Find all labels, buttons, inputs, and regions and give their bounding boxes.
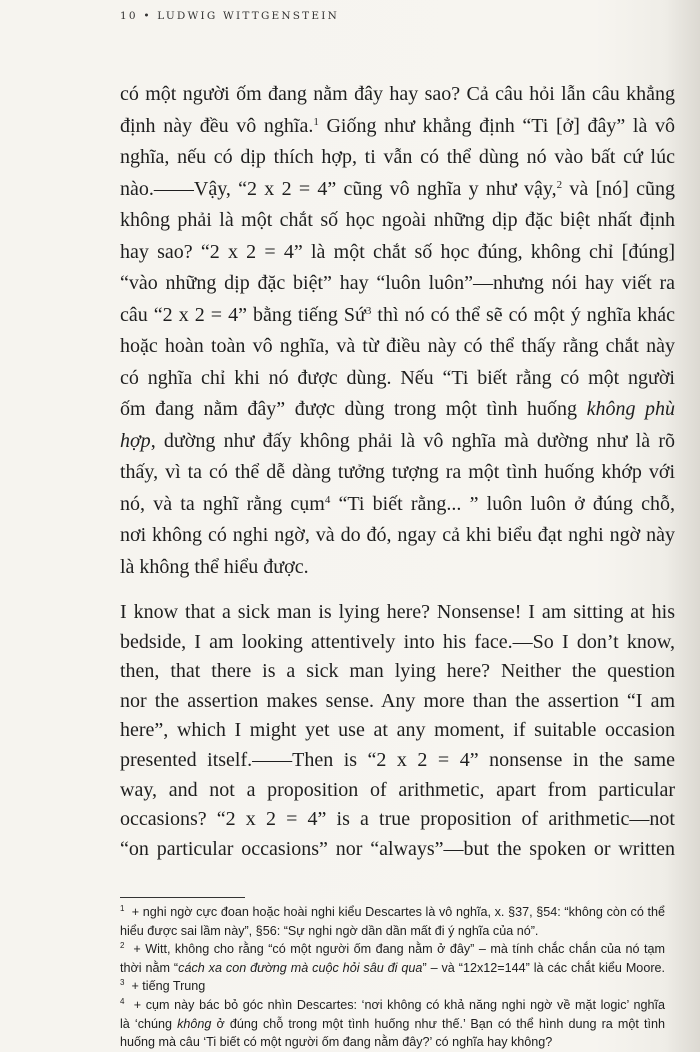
footnote-marker: 4 [120,996,125,1006]
text-line [120,237,675,269]
text-line [120,79,675,111]
text-segment: thời nằm “ [120,960,179,975]
text-segment: bedside, I am looking attentively into his face.—So I don’t know, [120,630,675,653]
text-line [120,426,675,458]
text-line [120,552,675,584]
text-segment: ốm đang nằm đây” được dùng trong một tình huống [120,398,587,420]
text-segment: I know that a sick man is lying here? Nonsense! I am sitting at his [120,601,675,623]
footnote-line [120,977,665,996]
text-segment: then, that there is a sick man lying here? Neither the question [120,660,675,683]
text-segment: here”, which I might yet use at any moment, if suitable occasion [120,719,675,742]
text-segment: + Witt, không cho rằng “có một người ốm đang nằm ở đây” – mà tính chắc chắn của nó tạm [124,942,665,957]
footnote-marker: 2 [120,941,125,951]
page-number: 10 [120,10,138,22]
text-segment: nor the assertion makes sense. Any more than the assertion “I am [120,689,675,712]
footnote-line [120,922,665,941]
text-segment: huống mà câu ‘Ti biết có một người ốm đang nằm đây?’ có nghĩa hay không? [120,1035,553,1050]
footnote-marker: 2 [556,178,563,191]
text-segment: là ‘chúng [120,1016,178,1031]
running-title: LUDWIG WITTGENSTEIN [157,10,339,22]
text-line [120,142,675,174]
footnote-marker: 3 [365,304,372,317]
footnote-line [120,996,665,1015]
text-segment: ở đúng chỗ trong một tình huống như thế.’ Bạn có thể hình dung ra một tình [211,1016,665,1031]
text-segment: có nghĩa chỉ khi nó được dùng. Nếu “Ti biết rằng có một người [120,366,675,389]
italic-text: cách xa con đường mà cuộc hỏi sâu đi qua [178,960,423,975]
text-segment: nào.——Vậy, “2 x 2 = 4” cũng vô nghĩa y như vậy, [120,177,557,200]
footnote-marker: 1 [120,904,125,913]
text-segment: + cụm này bác bỏ góc nhìn Descartes: ‘nơi không có khả năng nghi ngờ về mặt logic’ nghĩa [124,997,665,1012]
footnote-marker: 1 [313,115,319,128]
text-segment: không phải là một chắt số học ngoài những dịp đặc biệt nhất định [120,209,675,231]
footnote-marker: 4 [324,493,331,506]
text-segment: nghĩa, nếu có dịp thích hợp, ti vẫn có thể dùng nó vào bất cứ lúc [120,146,675,168]
italic-text: hợp [120,429,151,452]
text-segment: , dường như đấy không phải là vô nghĩa mà dường như là rõ [150,429,675,452]
footnote-line [120,959,665,978]
text-segment: câu “2 x 2 = 4” bằng tiếng Sứ [120,303,366,326]
text-segment: occasions? “2 x 2 = 4” is a true proposition of arithmetic—not [120,808,675,831]
footnote-line [120,1033,665,1052]
text-line [120,205,675,237]
text-segment: “on particular occasions” nor “always”—but the spoken or written [120,837,675,860]
text-line [120,363,675,395]
text-segment: “Ti biết rằng... ” luôn luôn ở đúng chỗ, [330,492,676,515]
english-paragraph [120,598,675,864]
text-segment: và [nó] cũng [562,177,675,200]
text-line [120,657,675,687]
text-segment: định này đều vô nghĩa. [120,114,314,137]
text-line [120,111,675,143]
footnote-line [120,940,665,959]
text-line [120,628,675,658]
text-segment: thấy, vì ta có thể dễ dàng tưởng tượng ra một tình huống khớp với [120,461,675,483]
text-segment: + nghi ngờ cực đoan hoặc hoài nghi kiểu Descartes là vô nghĩa, x. §37, §54: “không còn có thể [124,905,665,919]
text-segment: thì nó có thể sẽ có một ý nghĩa khác [371,303,675,326]
text-line [120,520,675,552]
text-line [120,746,675,776]
footnote-line [120,903,665,922]
text-line [120,268,675,300]
text-line [120,394,675,426]
text-line [120,687,675,717]
text-line [120,805,675,835]
running-header [120,10,339,22]
text-segment: hay sao? “2 x 2 = 4” là một chắt số học đúng, không chỉ [đúng] [120,240,675,263]
text-segment: ” – và “12x12=144” là các chắt kiểu Moore. [422,960,666,975]
text-line [120,489,675,521]
text-segment: nó, và ta nghĩ rằng cụm [120,492,325,515]
header-bullet: • [143,10,152,22]
italic-text: không [177,1016,212,1031]
footnote-marker: 3 [120,978,125,988]
vietnamese-paragraph [120,79,675,583]
text-line [120,598,675,628]
text-line [120,776,675,806]
text-segment: Giống như khẳng định “Ti [ở] đây” là vô [318,114,675,137]
text-segment: hoặc hoàn toàn vô nghĩa, và từ điều này có thể thấy rằng chắt này [120,335,675,357]
text-line [120,457,675,489]
italic-text: không phù [586,398,675,420]
text-segment: “vào những dịp đặc biệt” hay “luôn luôn”—nhưng nói hay viết ra [120,272,675,294]
footnote-line [120,1015,665,1034]
text-segment: way, and not a proposition of arithmetic, apart from particular [120,778,675,801]
text-segment: có một người ốm đang nằm đây hay sao? Cả câu hỏi lẫn câu khẳng [120,83,675,105]
text-line [120,716,675,746]
footnotes [120,903,665,1052]
text-line [120,835,675,865]
text-segment: presented itself.——Then is “2 x 2 = 4” nonsense in the same [120,748,675,771]
text-line [120,331,675,363]
footnote-separator [120,897,245,898]
text-segment: nơi không có nghi ngờ, và do đó, ngay cả khi biểu đạt nghi ngờ này [120,524,675,546]
text-segment: hiểu được sai lầm này”, §56: “Sự nghi ngờ dần dần mất đi ý nghĩa của nó”. [120,923,539,938]
text-segment: + tiếng Trung [124,979,206,994]
text-segment: là không thể hiểu được. [120,555,309,578]
text-line [120,300,675,332]
text-line [120,174,675,206]
